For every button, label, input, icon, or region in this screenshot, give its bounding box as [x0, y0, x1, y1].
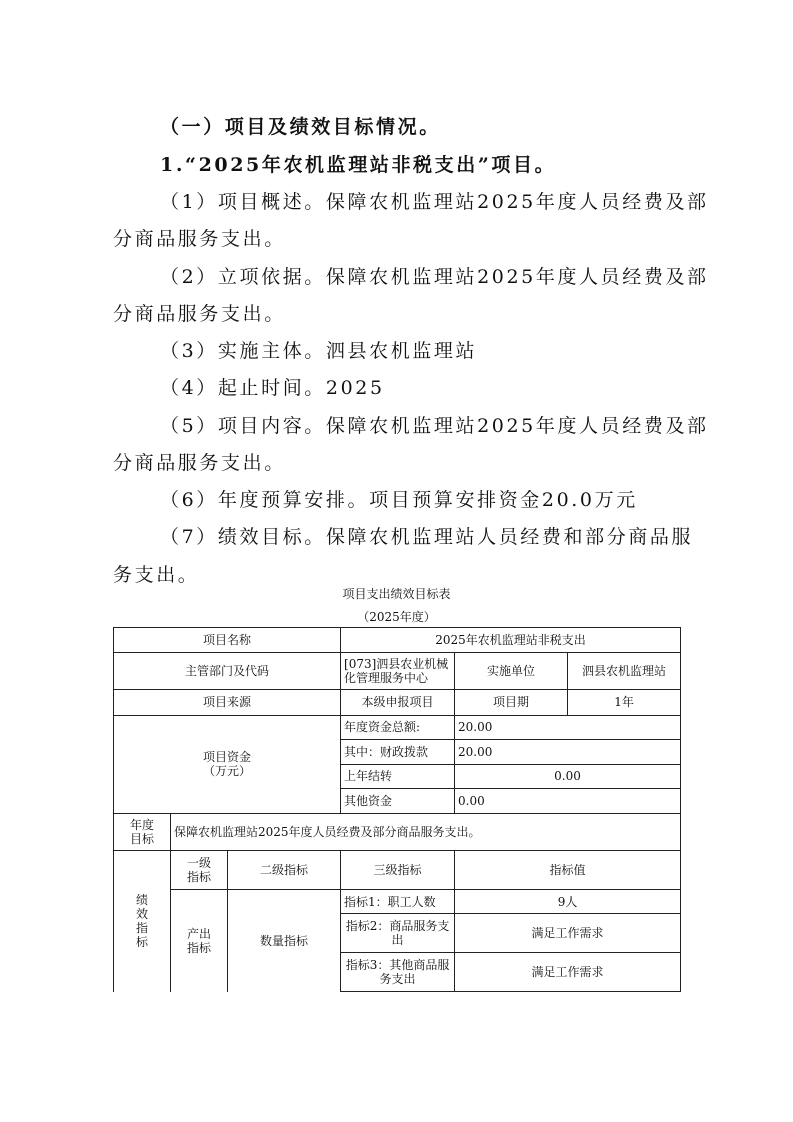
section-heading: （一）项目及绩效目标情况。 [160, 116, 441, 138]
output-indicator: 产出指标 [171, 890, 228, 992]
para-2-line-1: （2）立项依据。保障农机监理站2025年度人员经费及部 [160, 266, 709, 288]
indicator-2-value: 满足工作需求 [455, 914, 681, 953]
para-6: （6）年度预算安排。项目预算安排资金20.0万元 [160, 489, 638, 511]
source-value: 本级申报项目 [341, 690, 455, 715]
para-2-line-2: 分商品服务支出。 [113, 303, 286, 325]
source-label: 项目来源 [114, 690, 341, 715]
fund-total-value: 20.00 [455, 715, 681, 739]
fund-total-label: 年度资金总额: [341, 715, 455, 739]
header-level2: 二级指标 [228, 851, 341, 890]
header-level3: 三级指标 [341, 851, 455, 890]
header-value: 指标值 [455, 851, 681, 890]
annual-goal-value: 保障农机监理站2025年度人员经费及部分商品服务支出。 [171, 813, 681, 851]
performance-target-table [113, 627, 681, 992]
para-3: （3）实施主体。泗县农机监理站 [160, 340, 478, 362]
impl-value: 泗县农机监理站 [568, 653, 681, 690]
perf-indicators-label: 绩效指标 [114, 851, 171, 992]
impl-label: 实施单位 [455, 653, 568, 690]
period-value: 1年 [568, 690, 681, 715]
indicator-2-name: 指标2：商品服务支出 [341, 914, 455, 953]
indicator-1-value: 9人 [455, 890, 681, 914]
dept-value: [073]泗县农业机械化管理服务中心 [341, 653, 455, 690]
para-1-line-1: （1）项目概述。保障农机监理站2025年度人员经费及部 [160, 191, 709, 213]
para-7-line-1: （7）绩效目标。保障农机监理站人员经费和部分商品服 [160, 526, 694, 548]
funds-unit: （万元） [203, 764, 252, 779]
fund-carryover-label: 上年结转 [341, 764, 455, 788]
fund-fiscal-label: 其中：财政拨款 [341, 740, 455, 764]
period-label: 项目期 [455, 690, 568, 715]
project-name-label: 项目名称 [114, 628, 341, 653]
fund-other-value: 0.00 [455, 789, 681, 813]
table-year: （2025年度） [357, 610, 436, 624]
fund-other-label: 其他资金 [341, 789, 455, 813]
dept-label: 主管部门及代码 [114, 653, 341, 690]
para-1-line-2: 分商品服务支出。 [113, 228, 286, 250]
para-5-line-1: （5）项目内容。保障农机监理站2025年度人员经费及部 [160, 415, 709, 437]
fund-fiscal-value: 20.00 [455, 740, 681, 764]
indicator-1-name: 指标1：职工人数 [341, 890, 455, 914]
quantity-indicator: 数量指标 [228, 890, 341, 992]
para-7-line-2: 务支出。 [113, 564, 200, 586]
indicator-3-name: 指标3：其他商品服务支出 [341, 953, 455, 992]
header-level1: 一级指标 [171, 851, 228, 890]
annual-goal-label: 年度目标 [114, 813, 171, 851]
project-title: 1.“2025年农机监理站非税支出”项目。 [160, 154, 557, 176]
project-name-value: 2025年农机监理站非税支出 [341, 628, 681, 653]
fund-carryover-value: 0.00 [455, 764, 681, 788]
para-5-line-2: 分商品服务支出。 [113, 452, 286, 474]
table-title: 项目支出绩效目标表 [342, 587, 451, 601]
funds-label: 项目资金 [203, 750, 252, 765]
para-4: （4）起止时间。2025 [160, 377, 385, 399]
funds-label-cell [114, 715, 341, 813]
indicator-3-value: 满足工作需求 [455, 953, 681, 992]
